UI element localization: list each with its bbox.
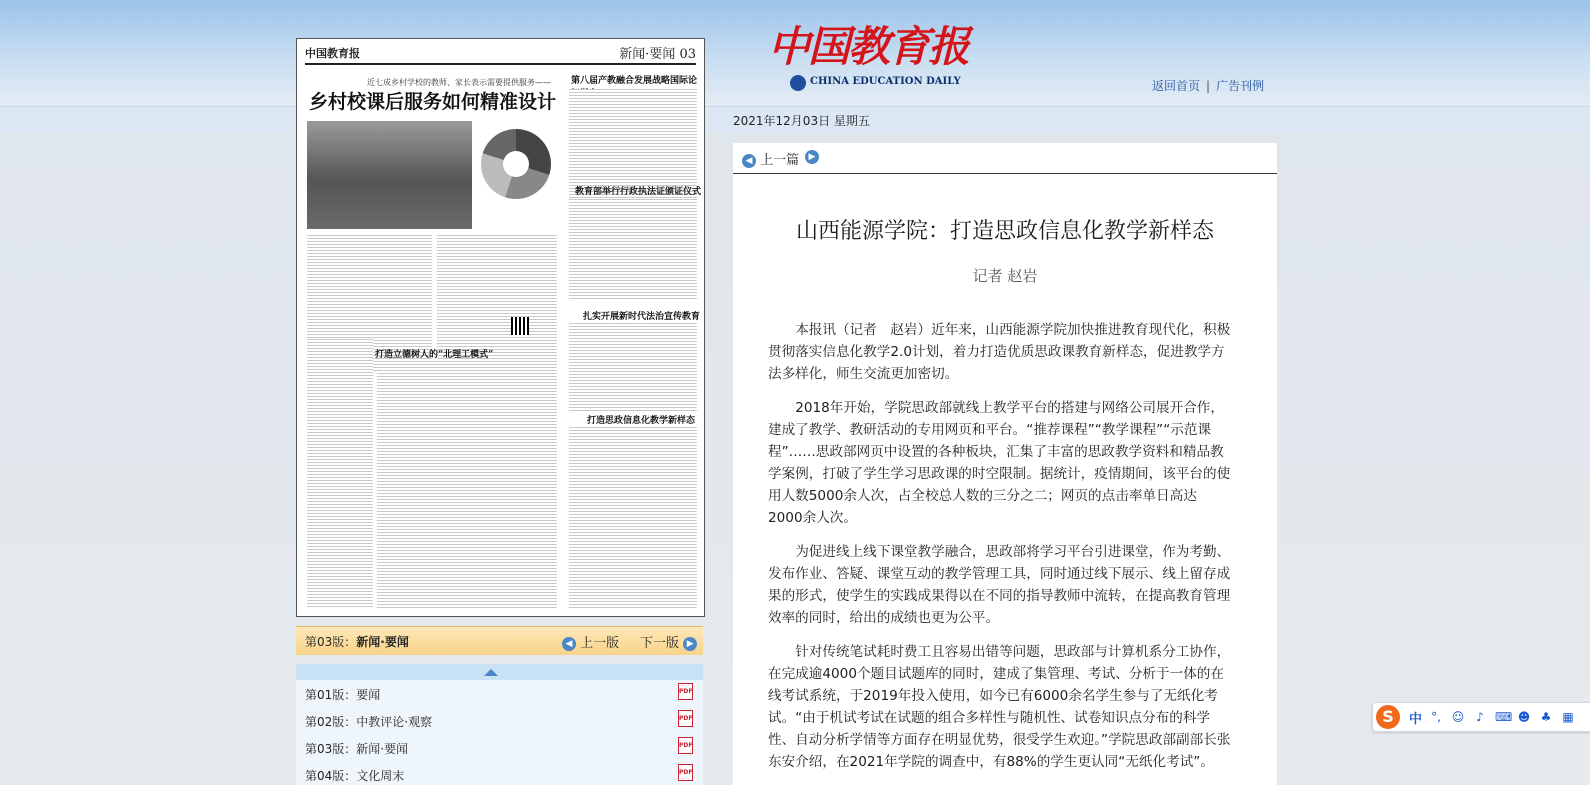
toolbox-icon[interactable]: ▦ <box>1562 710 1574 724</box>
punctuation-icon[interactable]: °, <box>1431 710 1441 724</box>
ad-rates-link[interactable]: 广告刊例 <box>1216 79 1265 93</box>
page-list-item-label: 第04版：文化周末 <box>305 769 405 783</box>
skin-icon[interactable]: ♣ <box>1540 710 1552 724</box>
next-page-label: 下一版 <box>640 636 680 651</box>
article-nav <box>733 143 1277 174</box>
site-logo-english: CHINA EDUCATION DAILY <box>810 76 961 87</box>
pdf-icon[interactable]: PDF <box>678 737 693 754</box>
page-list-item[interactable] <box>305 734 693 760</box>
current-page-label <box>305 633 409 650</box>
pdf-icon[interactable]: PDF <box>678 683 693 700</box>
newspaper-masthead <box>305 43 696 65</box>
article-body <box>768 319 1231 785</box>
prev-article-label: 上一篇 <box>760 153 800 168</box>
newspaper-section-headline: 第八届产教融合发展战略国际论 <box>571 76 698 86</box>
top-links <box>1152 77 1264 94</box>
issue-date: 2021年12月03日 星期五 <box>733 114 870 128</box>
prev-article-button[interactable] <box>742 149 799 168</box>
newspaper-text-column <box>377 361 557 609</box>
newspaper-section-headline: 打造思政信息化教学新样态 <box>587 416 696 426</box>
newspaper-photo <box>307 121 472 229</box>
article-paragraph: 本报讯（记者 赵岩）近年来，山西能源学院加快推进教育现代化，积极贯彻落实信息化教学2.0计划，着力打造优质思政课教育新样态，促进教学方法多样化，师生交流更加密切。 <box>768 322 1231 382</box>
link-separator: | <box>1206 79 1211 93</box>
article-paragraph: 2018年开始，学院思政部就线上教学平台的搭建与网络公司展开合作，建成了教学、教研活动的专用网页和平台。“推荐课程”“教学课程”“示范课程”……思政部网页中设置的各种板块，汇集了丰富的思政教学资料和精品教学案例，打破了学生学习思政课的时空限制。据统计，疫情期间，该平台的使用人数5000余人次，占全校总人数的三分之二；网页的点击率单日高达2000余人次。 <box>768 400 1231 526</box>
emoji-icon[interactable]: ☺ <box>1451 710 1465 724</box>
arrow-left-icon: ◀ <box>562 637 576 651</box>
newspaper-headline: 乡村校课后服务如何精准设计 <box>309 91 557 113</box>
user-icon[interactable]: ☻ <box>1517 710 1531 724</box>
article-paragraph: 针对传统笔试耗时费工且容易出错等问题，思政部与计算机系分工协作，在完成逾4000个题目试题库的同时，建成了集管理、考试、分析于一体的在线考试系统，于2019年投入使用，如今已有6000余名学生参与了无纸化考试。“由于机试考试在试题的组合多样性与随机性、试卷知识点分布的科学性、自动分析学情等方面存在明显优势，很受学生欢迎。”学院思政部副部长张东安介绍，在2021年学院的调查中，有88%的学生更认同“无纸化考试”。 <box>768 644 1231 770</box>
newspaper-section-headline: 扎实开展新时代法治宣传教育 <box>583 312 701 322</box>
newspaper-page-image[interactable] <box>296 38 705 617</box>
current-page-name: 新闻·要闻 <box>356 635 409 649</box>
newspaper-pie-graphic <box>481 129 551 199</box>
ime-mode-toggle[interactable]: 中 <box>1409 712 1423 727</box>
sogou-logo-icon[interactable]: S <box>1376 705 1400 729</box>
newspaper-section-headline: 教育部举行行政执法证颁证仪式 <box>575 187 702 197</box>
arrow-right-icon: ▶ <box>683 637 697 651</box>
newspaper-text-column <box>569 323 697 411</box>
page-nav-bar <box>296 626 703 655</box>
article-paragraph: 为促进线上线下课堂教学融合，思政部将学习平台引进课堂，作为考勤、发布作业、答疑、课堂互动的教学管理工具，同时通过线下展示、线上留存成果的形式，使学生的实践成果得以在不同的指导教师中流转，在提高教育管理效率的同时，给出的成绩也更为公平。 <box>768 544 1231 626</box>
page-list-item-label: 第03版：新闻·要闻 <box>305 742 409 756</box>
newspaper-section-headline: 打造立德树人的“北理工模式” <box>375 350 494 360</box>
newspaper-masthead-name: 中国教育报 <box>305 47 360 60</box>
current-page-number: 第03版： <box>305 635 357 649</box>
keyboard-icon[interactable]: ⌨ <box>1495 710 1513 724</box>
site-logo[interactable]: 中国教育报 <box>768 22 969 71</box>
pdf-icon[interactable]: PDF <box>678 710 693 727</box>
page-list-collapse[interactable] <box>296 664 703 680</box>
page-list-item-label: 第02版：中教评论·观察 <box>305 715 433 729</box>
page-list-item[interactable] <box>305 680 693 706</box>
page-list-item[interactable] <box>305 761 693 785</box>
prev-page-label: 上一版 <box>580 636 620 651</box>
arrow-left-icon: ◀ <box>742 154 756 168</box>
newspaper-text-column <box>569 427 697 609</box>
newspaper-text-column <box>569 199 697 299</box>
caret-up-icon <box>484 669 498 676</box>
newspaper-text-column <box>569 89 697 217</box>
article-title: 山西能源学院：打造思政信息化教学新样态 <box>795 219 1214 244</box>
article-panel <box>733 143 1277 785</box>
home-link[interactable]: 返回首页 <box>1152 79 1201 93</box>
pdf-icon[interactable]: PDF <box>678 764 693 781</box>
prev-page-button[interactable] <box>562 632 619 651</box>
next-article-icon[interactable]: ▶ <box>805 150 819 164</box>
page-list-item[interactable] <box>305 707 693 733</box>
newspaper-subhead: 近七成乡村学校的教师、家长表示需要提供服务—— <box>367 78 551 87</box>
next-page-button[interactable] <box>640 632 697 651</box>
ime-toolbar[interactable] <box>1372 702 1590 732</box>
qr-code-icon <box>511 317 529 335</box>
newspaper-edition-label: 新闻·要闻 03 <box>619 47 696 62</box>
page-list <box>296 680 703 785</box>
newspaper-text-column <box>307 339 373 609</box>
page-list-item-label: 第01版：要闻 <box>305 688 381 702</box>
microphone-icon[interactable]: ♪ <box>1476 710 1484 724</box>
article-author: 记者 赵岩 <box>972 267 1038 285</box>
